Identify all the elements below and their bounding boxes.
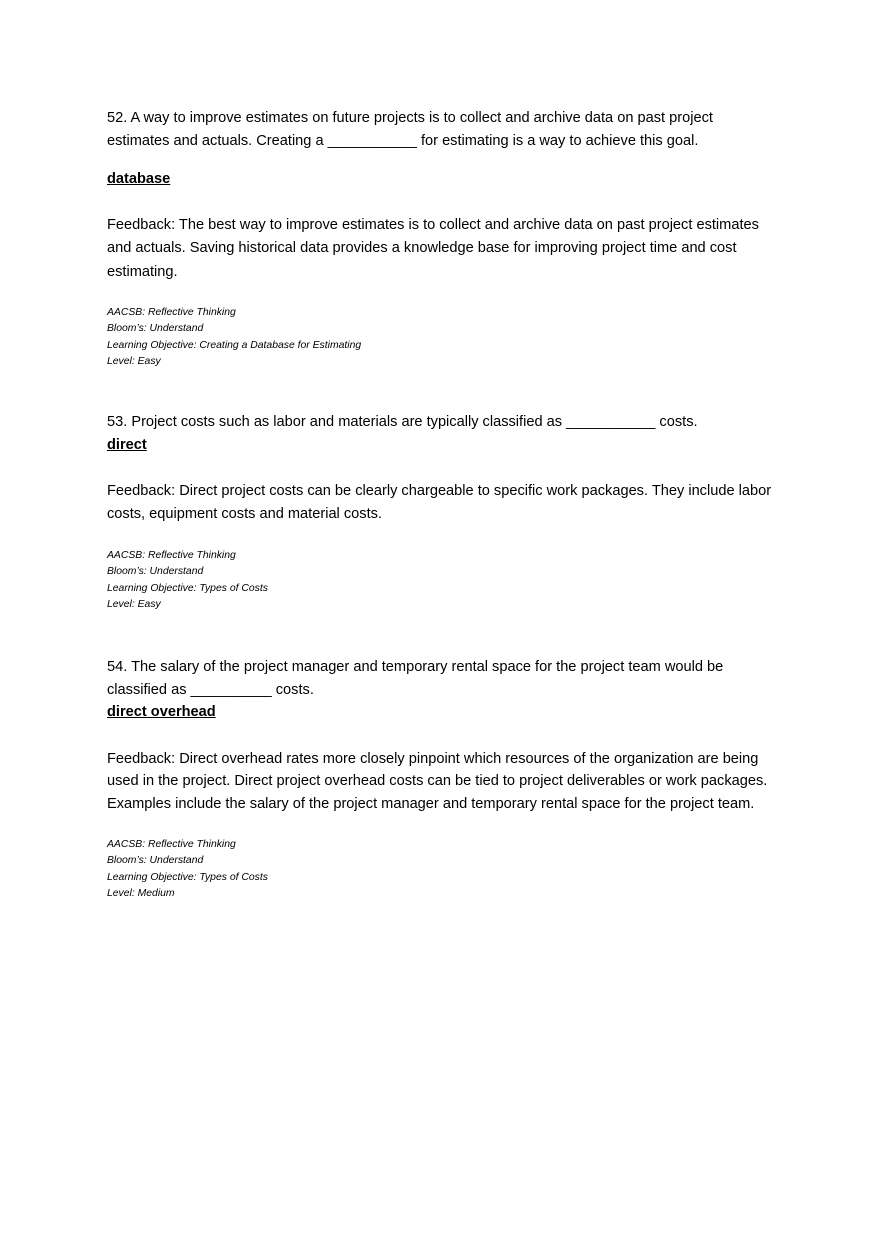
question-53 xyxy=(107,411,777,614)
question-metadata xyxy=(107,837,777,903)
learning-objective-tag: Learning Objective: Creating a Database for Estimating xyxy=(107,339,362,351)
learning-objective-tag: Learning Objective: Types of Costs xyxy=(107,871,268,883)
question-text: 53. Project costs such as labor and materials are typically classified as ___________ costs. xyxy=(107,414,698,430)
question-text: 54. The salary of the project manager and temporary rental space for the project team would be classified as __________ costs. xyxy=(107,659,724,698)
blooms-tag: Bloom’s: Understand xyxy=(107,323,204,335)
answer-text: direct overhead xyxy=(107,704,216,720)
feedback-text: Feedback: The best way to improve estimates is to collect and archive data on past project estimates and actuals. Saving historical data provides a knowledge base for improving project time and cost estimating. xyxy=(107,216,759,280)
blooms-tag: Bloom’s: Understand xyxy=(107,566,204,578)
level-tag: Level: Medium xyxy=(107,888,175,900)
answer-text: database xyxy=(107,171,171,187)
aacsb-tag: AACSB: Reflective Thinking xyxy=(107,550,236,561)
aacsb-tag: AACSB: Reflective Thinking xyxy=(107,307,236,318)
question-metadata xyxy=(107,548,777,614)
blooms-tag: Bloom’s: Understand xyxy=(107,855,204,867)
question-text: 52. A way to improve estimates on future projects is to collect and archive data on past project estimates and actuals. Creating a ___________ for estimating is a way to achieve this goal. xyxy=(107,110,713,149)
level-tag: Level: Easy xyxy=(107,356,161,368)
answer-text: direct xyxy=(107,436,147,453)
feedback-text: Feedback: Direct project costs can be clearly chargeable to specific work packages. They include labor costs, equipment costs and material costs. xyxy=(107,483,772,522)
level-tag: Level: Easy xyxy=(107,599,161,611)
question-metadata xyxy=(107,305,777,371)
aacsb-tag: AACSB: Reflective Thinking xyxy=(107,839,236,850)
learning-objective-tag: Learning Objective: Types of Costs xyxy=(107,582,268,594)
question-54 xyxy=(107,656,777,903)
feedback-text: Feedback: Direct overhead rates more closely pinpoint which resources of the organization are being used in the project. Direct project overhead costs can be tied to project deliverables or work packages. Examples include the salary of the project manager and temporary rental space for the project team. xyxy=(107,750,768,812)
question-52 xyxy=(107,107,777,371)
